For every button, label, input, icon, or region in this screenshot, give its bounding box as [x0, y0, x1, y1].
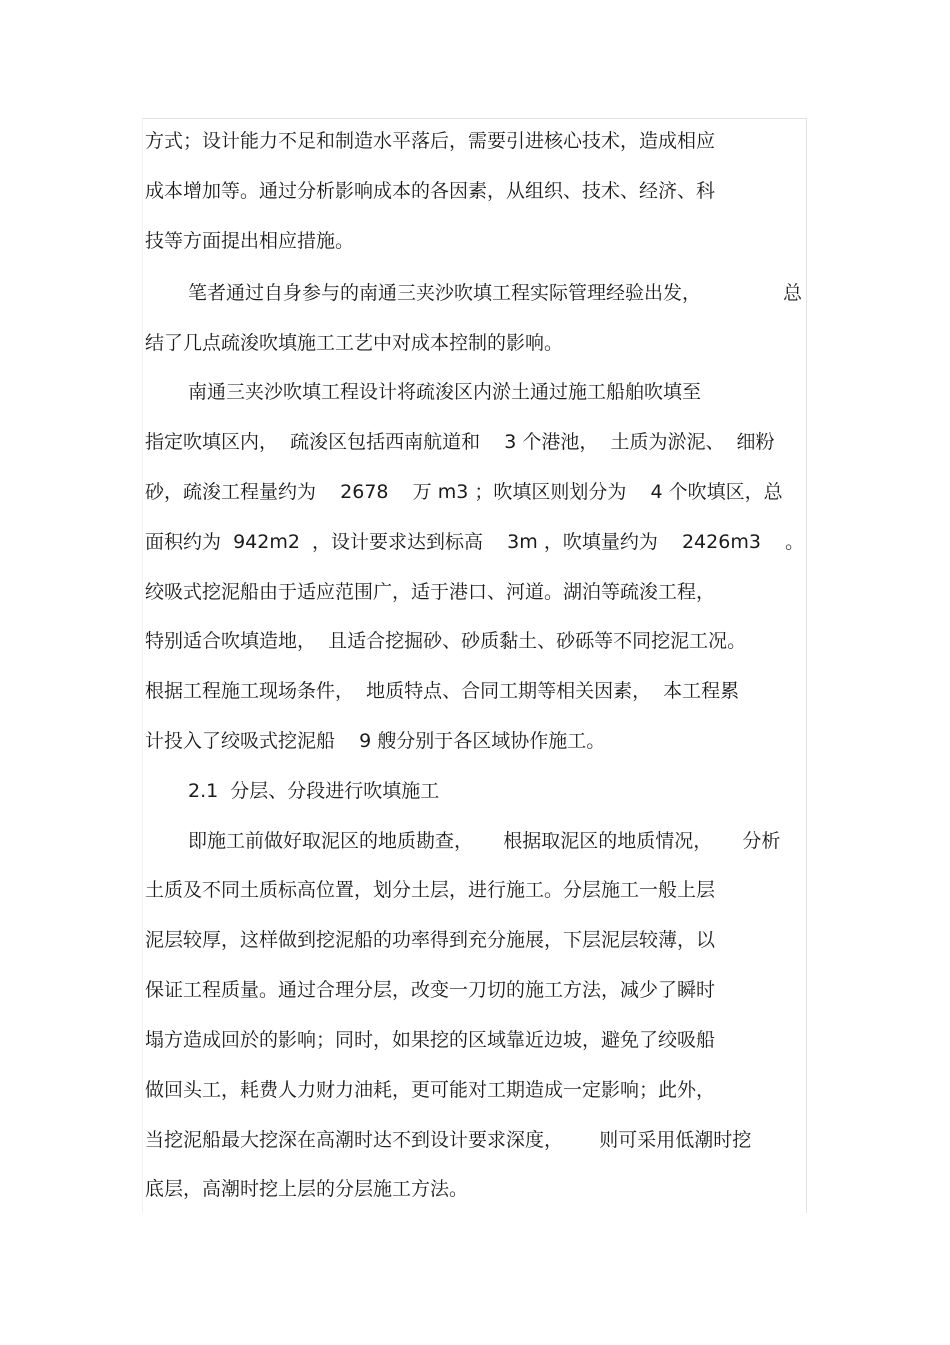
text-line: 总: [783, 282, 803, 304]
section-heading: 2.1 分层、分段进行吹填施工: [188, 780, 440, 802]
text-line: 南通三夹沙吹填工程设计将疏浚区内淤土通过施工船舶吹填至: [188, 381, 702, 403]
text-line: 结了几点疏浚吹填施工工艺中对成本控制的影响。: [145, 332, 564, 354]
text-line: 特别适合吹填造地， 且适合挖掘砂、砂质黏土、砂砾等不同挖泥工况。: [145, 630, 747, 652]
text-line: 砂，疏浚工程量约为 2678 万 m3 ；吹填区则划分为 4 个吹填区，总: [145, 481, 783, 503]
text-line: 底层，高潮时挖上层的分层施工方法。: [145, 1178, 469, 1200]
text-line: 绞吸式挖泥船由于适应范围广，适于港口、河道。湖泊等疏浚工程，: [145, 581, 716, 603]
text-line: 塌方造成回於的影响；同时，如果挖的区域靠近边坡，避免了绞吸船: [145, 1029, 716, 1051]
text-line: 根据工程施工现场条件， 地质特点、合同工期等相关因素， 本工程累: [145, 680, 740, 702]
text-line: 保证工程质量。通过合理分层，改变一刀切的施工方法，减少了瞬时: [145, 979, 716, 1001]
text-line: 笔者通过自身参与的南通三夹沙吹填工程实际管理经验出发，: [188, 282, 702, 304]
text-line: 成本增加等。通过分析影响成本的各因素，从组织、技术、经济、科: [145, 180, 716, 202]
text-line: 即施工前做好取泥区的地质勘查， 根据取泥区的地质情况， 分析: [188, 830, 781, 852]
text-line: 方式；设计能力不足和制造水平落后，需要引进核心技术，造成相应: [145, 130, 716, 152]
text-line: 面积约为 942m2 ，设计要求达到标高 3m ，吹填量约为 2426m3 。: [145, 531, 805, 553]
text-line: 计投入了绞吸式挖泥船 9 艘分别于各区域协作施工。: [145, 730, 606, 752]
text-line: 技等方面提出相应措施。: [145, 230, 355, 252]
text-line: 做回头工，耗费人力财力油耗，更可能对工期造成一定影响；此外，: [145, 1079, 716, 1101]
text-line: 泥层较厚，这样做到挖泥船的功率得到充分施展，下层泥层较薄，以: [145, 929, 716, 951]
text-line: 土质及不同土质标高位置，划分土层，进行施工。分层施工一般上层: [145, 879, 716, 901]
text-line: 指定吹填区内， 疏浚区包括西南航道和 3 个港池， 土质为淤泥、 细粉: [145, 431, 775, 453]
text-line: 当挖泥船最大挖深在高潮时达不到设计要求深度， 则可采用低潮时挖: [145, 1129, 752, 1151]
